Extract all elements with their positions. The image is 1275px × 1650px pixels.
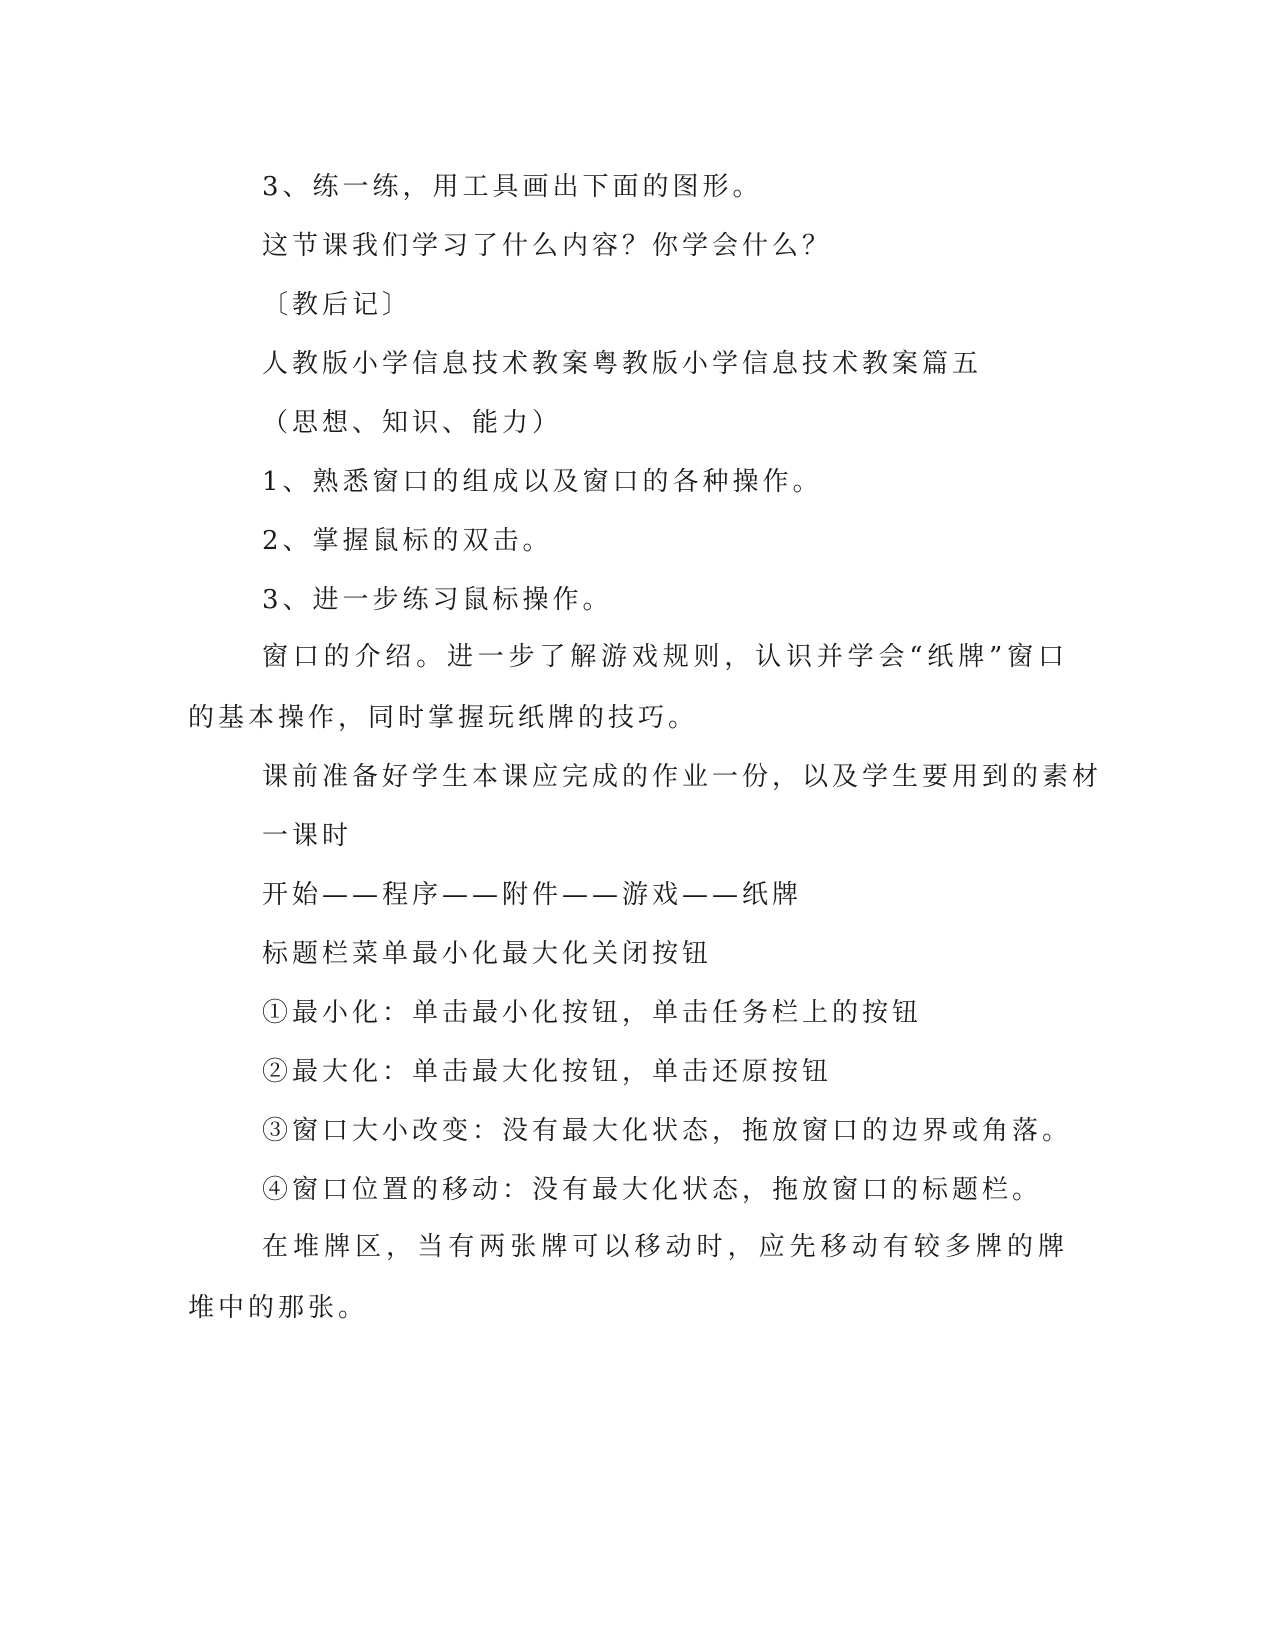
text-line: 3、练一练，用工具画出下面的图形。 [262, 172, 763, 202]
text-line: （思想、知识、能力） [262, 408, 563, 438]
text-line: 标题栏菜单最小化最大化关闭按钮 [262, 939, 713, 969]
list-item: ②最大化：单击最大化按钮，单击还原按钮 [262, 1057, 833, 1087]
paragraph: 在堆牌区，当有两张牌可以移动时，应先移动有较多牌的牌堆中的那张。 [188, 1232, 1068, 1323]
text-line: 3、进一步练习鼠标操作。 [262, 585, 613, 615]
text-line: 开始——程序——附件——游戏——纸牌 [262, 880, 803, 910]
list-item: ③窗口大小改变：没有最大化状态，拖放窗口的边界或角落。 [262, 1116, 1073, 1146]
text-line: 课前准备好学生本课应完成的作业一份，以及学生要用到的素材 [262, 762, 1103, 792]
list-item: ④窗口位置的移动：没有最大化状态，拖放窗口的标题栏。 [262, 1175, 1043, 1205]
paragraph: 窗口的介绍。进一步了解游戏规则，认识并学会“纸牌”窗口的基本操作，同时掌握玩纸牌的技巧。 [188, 642, 1068, 733]
section-heading: 人教版小学信息技术教案粤教版小学信息技术教案篇五 [262, 349, 983, 379]
text-line: 一课时 [262, 821, 353, 851]
text-line: 1、熟悉窗口的组成以及窗口的各种操作。 [262, 467, 823, 497]
text-line: 〔教后记〕 [262, 290, 413, 320]
text-line: 这节课我们学习了什么内容？你学会什么？ [262, 231, 833, 261]
text-line: 2、掌握鼠标的双击。 [262, 526, 553, 556]
list-item: ①最小化：单击最小化按钮，单击任务栏上的按钮 [262, 998, 923, 1028]
